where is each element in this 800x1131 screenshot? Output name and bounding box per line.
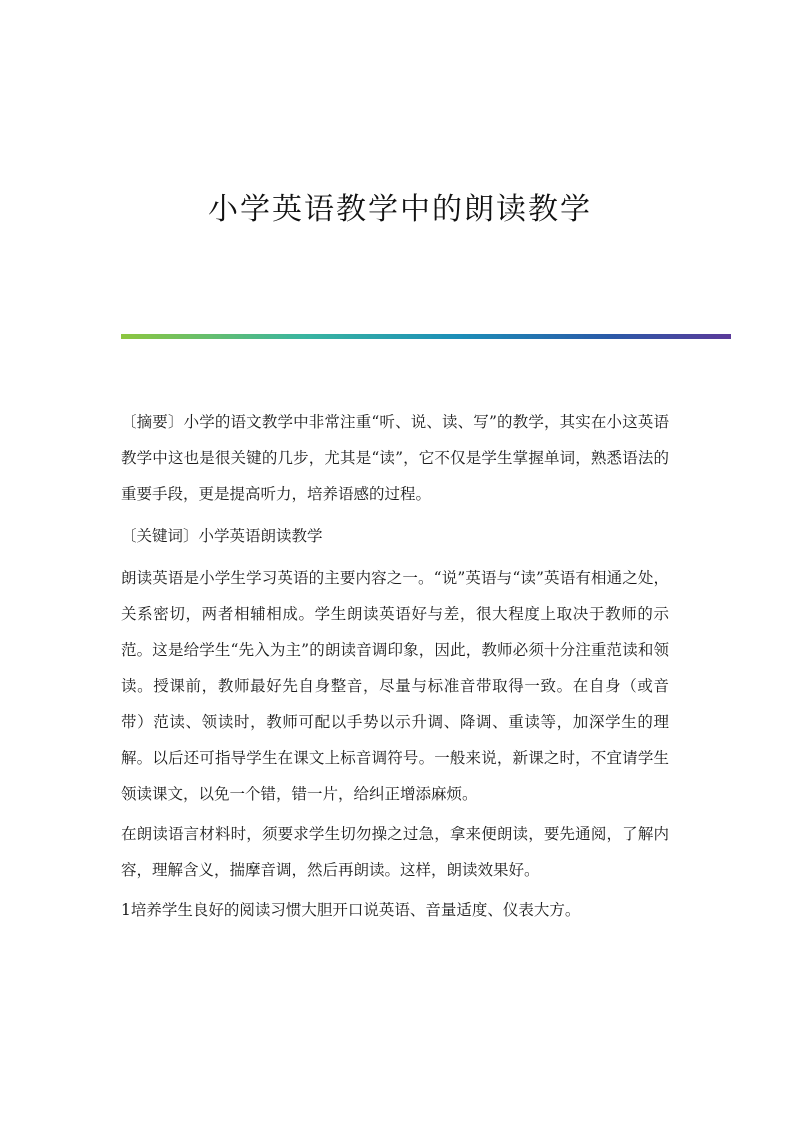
keywords-paragraph: 〔关键词〕小学英语朗读教学 xyxy=(121,527,323,545)
document-body xyxy=(121,402,669,928)
document-title: 小学英语教学中的朗读教学 xyxy=(208,192,592,227)
body-paragraph: 朗读英语是小学生学习英语的主要内容之一。“说”英语与“读”英语有相通之处，关系密切，两者相辅相成。学生朗读英语好与差，很大程度上取决于教师的示范。这是给学生“先入为主”的朗读音调印象，因此，教师必须十分注重范读和领读。授课前，教师最好先自身整音，尽量与标准音带取得一致。在自身（或音带）范读、领读时，教师可配以手势以示升调、降调、重读等，加深学生的理解。以后还可指导学生在课文上标音调符号。一般来说，新课之时，不宜请学生领读课文，以免一个错，错一片，给纠正增添麻烦。 xyxy=(121,569,669,803)
title-divider xyxy=(121,334,731,339)
body-paragraph: 在朗读语言材料时，须要求学生切勿操之过急，拿来便朗读，要先通阅，了解内容，理解含义，揣摩音调，然后再朗读。这样，朗读效果好。 xyxy=(121,825,669,879)
section-heading: 1培养学生良好的阅读习惯大胆开口说英语、音量适度、仪表大方。 xyxy=(121,901,581,919)
abstract-paragraph: 〔摘要〕小学的语文教学中非常注重“听、说、读、写”的教学，其实在小这英语教学中这也是很关键的几步，尤其是“读”，它不仅是学生掌握单词，熟悉语法的重要手段，更是提高听力，培养语感的过程。 xyxy=(121,413,669,503)
